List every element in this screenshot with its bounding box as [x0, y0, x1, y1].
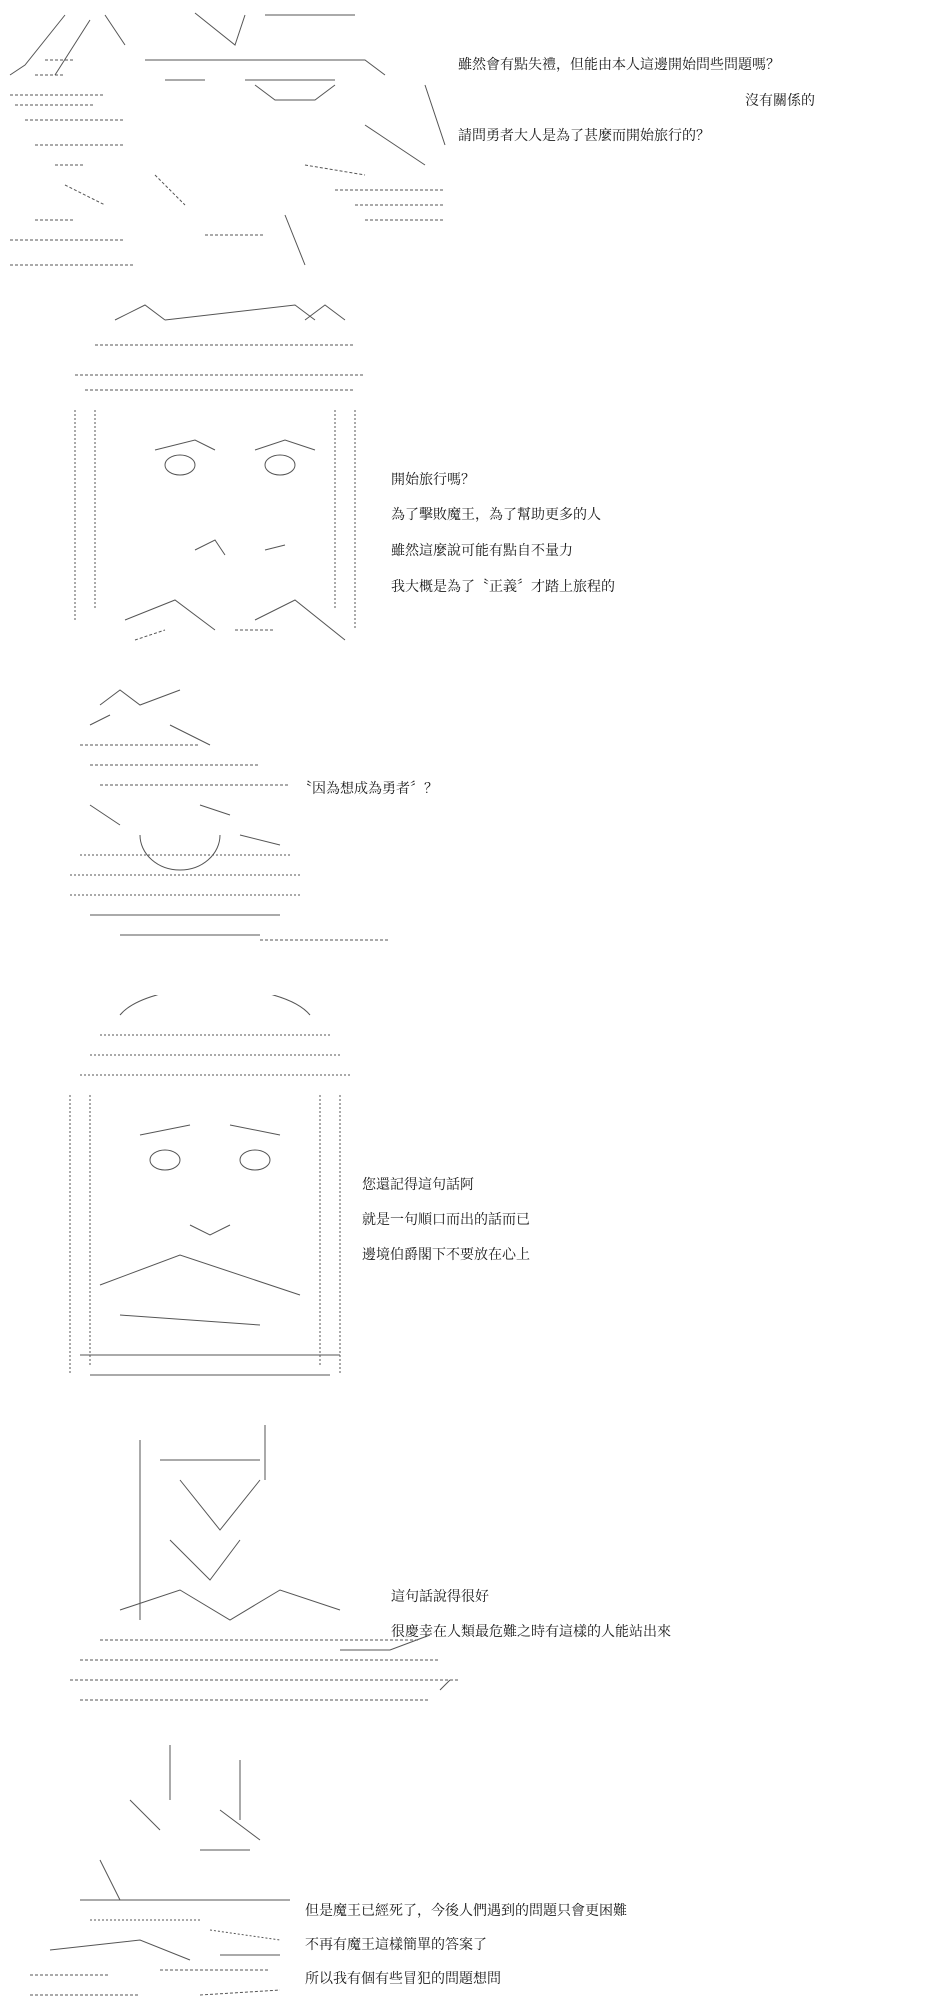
ascii-art-figure-6: [20, 1740, 320, 2000]
dialog-line: 就是一句順口而出的話而已: [362, 1212, 530, 1228]
dialog-line: 這句話說得很好: [391, 1589, 489, 1605]
dialog-line: 邊境伯爵閣下不要放在心上: [362, 1247, 530, 1263]
dialog-line: 沒有關係的: [745, 93, 815, 109]
panel-2: [0, 290, 950, 660]
ascii-art-figure-5: [60, 1420, 480, 1710]
panel-4: [0, 995, 950, 1395]
dialog-line: 不再有魔王這樣簡單的答案了: [305, 1937, 487, 1953]
dialog-line: 開始旅行嗎？: [391, 472, 475, 488]
ascii-art-figure-1: [5, 5, 455, 270]
panel-6: [0, 1740, 950, 2000]
panel-3: [0, 680, 950, 970]
ascii-art-figure-3: [60, 685, 410, 965]
dialog-line: 所以我有個有些冒犯的問題想問: [305, 1971, 501, 1987]
dialog-line: 我大概是為了〝正義〞才踏上旅程的: [391, 579, 615, 595]
panel-5: [0, 1420, 950, 1710]
dialog-line: 雖然這麼說可能有點自不量力: [391, 543, 573, 559]
ascii-art-figure-2: [55, 300, 375, 650]
ascii-art-figure-4: [60, 995, 360, 1395]
dialog-line: 〝因為想成為勇者〞？: [298, 781, 438, 797]
dialog-line: 雖然會有點失禮，但能由本人這邊開始問些問題嗎？: [458, 57, 780, 73]
dialog-line: 很慶幸在人類最危難之時有這樣的人能站出來: [391, 1624, 671, 1640]
dialog-line: 請問勇者大人是為了甚麼而開始旅行的？: [458, 128, 710, 144]
panel-1: [0, 0, 950, 270]
dialog-line: 但是魔王已經死了，今後人們遇到的問題只會更困難: [305, 1903, 627, 1919]
dialog-line: 為了擊敗魔王，為了幫助更多的人: [391, 507, 601, 523]
dialog-line: 您還記得這句話阿: [362, 1177, 474, 1193]
